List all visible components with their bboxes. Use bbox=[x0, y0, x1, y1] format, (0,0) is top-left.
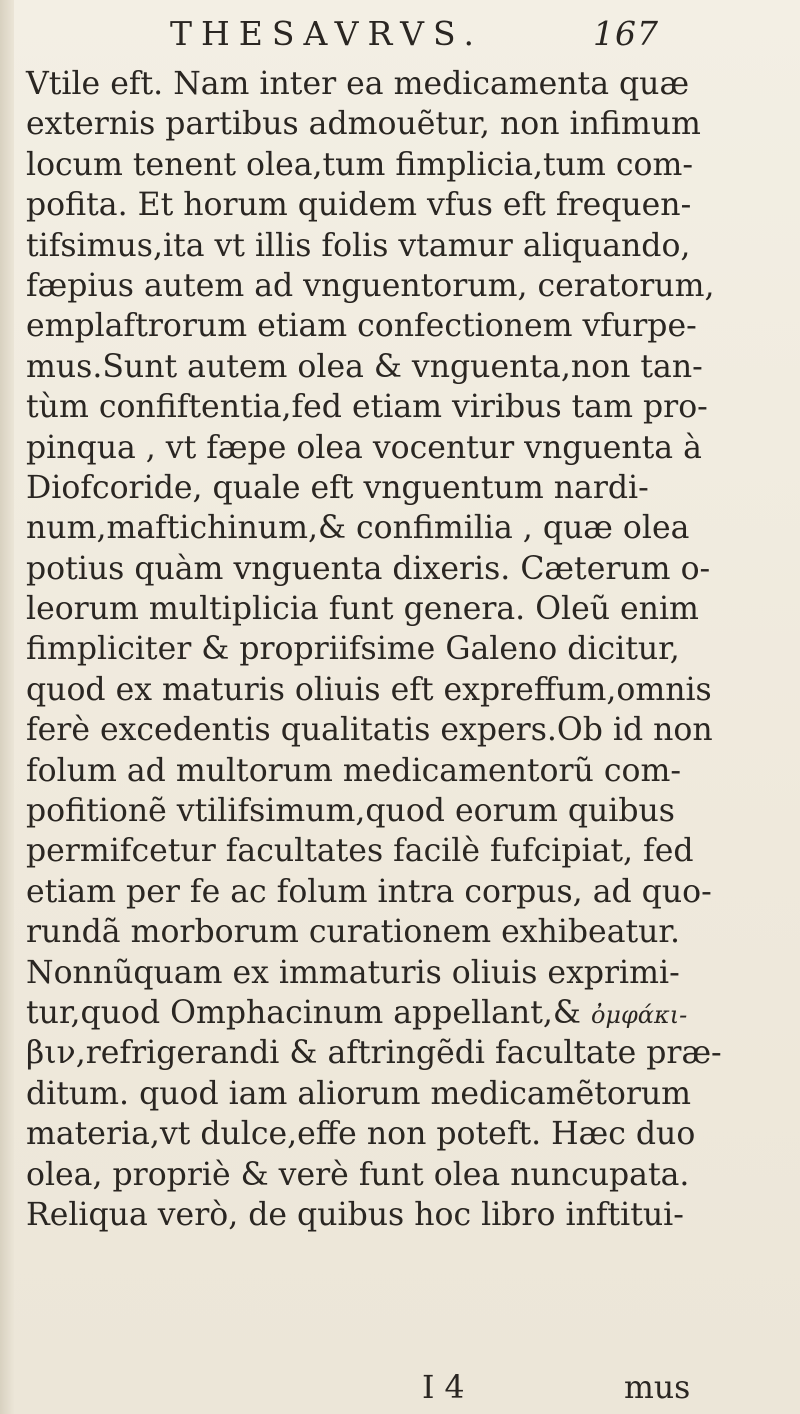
text-line: Diofcoride, quale eft vnguentum nardi- bbox=[26, 469, 649, 506]
running-title: THESAVRVS. bbox=[170, 14, 483, 53]
text-segment: tur,quod Omphacinum appellant,& bbox=[26, 994, 581, 1031]
text-line: etiam per fe ac folum intra corpus, ad quo- bbox=[26, 873, 712, 910]
text-line: Vtile eft. Nam inter ea medicamenta quæ bbox=[26, 66, 690, 102]
page-gutter bbox=[0, 0, 14, 1414]
text-line: rundã morborum curationem exhibeatur. bbox=[26, 914, 681, 951]
text-line: mus.Sunt autem olea & vnguenta,non tan- bbox=[26, 348, 703, 385]
text-line: emplaftrorum etiam confectionem vfurpe- bbox=[26, 308, 697, 345]
text-line: ditum. quod iam aliorum medicamẽtorum bbox=[26, 1075, 692, 1112]
greek-word: ὀμφάκι- bbox=[590, 1000, 688, 1029]
text-line: num,maftichinum,& confimilia , quæ olea bbox=[26, 510, 690, 547]
text-line: fimpliciter & propriifsime Galeno dicitur, bbox=[26, 631, 680, 668]
text-line: Reliqua verò, de quibus hoc libro inftitui- bbox=[26, 1196, 684, 1233]
text-line: tùm confiftentia,fed etiam viribus tam pro- bbox=[26, 389, 708, 426]
text-line: permifcetur facultates facilè fufcipiat, fed bbox=[26, 833, 694, 870]
text-line: pofitionẽ vtilifsimum,quod eorum quibus bbox=[26, 793, 675, 830]
text-line: fæpius autem ad vnguentorum, ceratorum, bbox=[26, 267, 715, 304]
text-line: pinqua , vt fæpe olea vocentur vnguenta à bbox=[26, 429, 702, 466]
text-line: quod ex maturis oliuis eft expreffum,omnis bbox=[26, 671, 712, 708]
body-text bbox=[26, 64, 726, 1235]
text-line: olea, propriè & verè funt olea nuncupata. bbox=[26, 1156, 690, 1193]
text-line: Nonnũquam ex immaturis oliuis exprimi- bbox=[26, 954, 680, 991]
text-line: potius quàm vnguenta dixeris. Cæterum o- bbox=[26, 550, 711, 587]
text-line: locum tenent olea,tum fimplicia,tum com- bbox=[26, 146, 693, 183]
text-line-with-greek bbox=[26, 993, 726, 1033]
text-line: pofita. Et horum quidem vfus eft frequen- bbox=[26, 187, 692, 224]
text-line: ferè excedentis qualitatis expers.Ob id non bbox=[26, 712, 713, 749]
page-footer bbox=[26, 1370, 726, 1410]
signature-mark: I 4 bbox=[422, 1370, 465, 1406]
running-header bbox=[170, 14, 730, 60]
catchword: mus bbox=[624, 1370, 691, 1406]
text-line: tifsimus,ita vt illis folis vtamur aliquando, bbox=[26, 227, 691, 264]
text-line: βιν,refrigerandi & aftringẽdi facultate præ- bbox=[26, 1035, 722, 1072]
page-number: 167 bbox=[593, 14, 659, 53]
text-line: materia,vt dulce,effe non poteft. Hæc duo bbox=[26, 1116, 696, 1153]
text-line: folum ad multorum medicamentorũ com- bbox=[26, 752, 681, 789]
text-line: externis partibus admouẽtur, non infimum bbox=[26, 106, 701, 143]
text-line: leorum multiplicia funt genera. Oleũ enim bbox=[26, 591, 699, 628]
